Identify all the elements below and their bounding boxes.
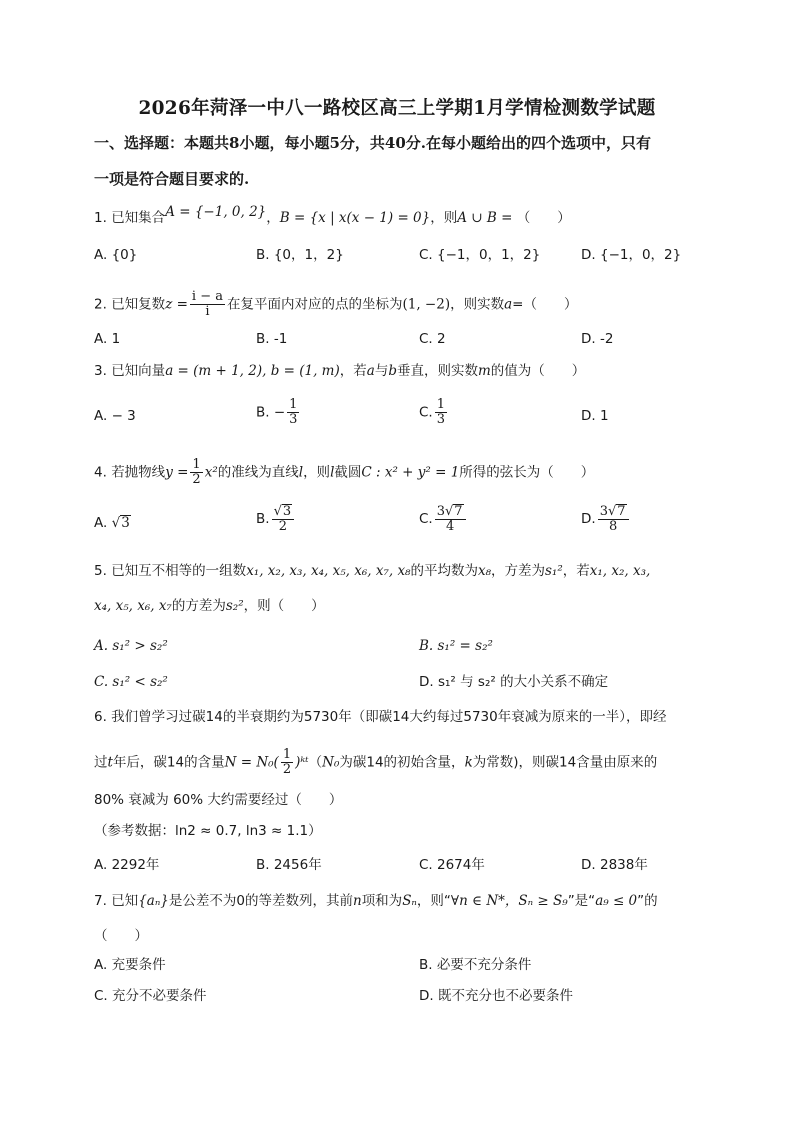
q5-option-c[interactable]: C. s₁² < s₂² [94,674,168,690]
q7-option-d[interactable]: D. 既不充分也不必要条件 [419,988,573,1004]
q3-option-c[interactable]: C. $\frac{1}{3}$ [419,397,445,427]
section-heading-line1: 一、选择题：本题共8小题，每小题5分，共40分.在每小题给出的四个选项中，只有 [94,134,651,152]
q4-option-a[interactable]: A. √3 [94,515,130,531]
q1-set-a: A = {−1, 0, 2} [165,204,267,220]
q1-union: A ∪ B = [457,210,513,226]
q6-option-d[interactable]: D. 2838年 [581,857,648,873]
question-5-line2: x₄, x₅, x₆, x₇的方差为s₂²，则（ ） [94,598,325,614]
q1-option-c[interactable]: C. {−1，0，1，2} [419,247,541,263]
q7-option-b[interactable]: B. 必要不充分条件 [419,957,532,973]
q1-option-a[interactable]: A. {0} [94,247,138,263]
section-heading-line2: 一项是符合题目要求的. [94,170,250,188]
q5-option-a[interactable]: A. s₁² > s₂² [94,638,168,654]
question-7: 7. 已知{aₙ}是公差不为0的等差数列，其前n项和为Sₙ，则“∀n ∈ N*，Sₙ ≥ S₉”是“a₉ ≤ 0”的 [94,893,658,909]
question-6-line1: 6. 我们曾学习过碳14的半衰期约为5730年（即碳14大约每过5730年衰减为原来的一半），即经 [94,709,667,725]
question-7-blank: （ ） [94,928,148,944]
q7-option-a[interactable]: A. 充要条件 [94,957,166,973]
q2-option-a[interactable]: A. 1 [94,331,121,347]
q3-number: 3. [94,363,107,379]
q5-option-d[interactable]: D. s₁² 与 s₂² 的大小关系不确定 [419,674,609,690]
exam-title: 2026年菏泽一中八一路校区高三上学期1月学情检测数学试题 [138,98,656,119]
q6-option-c[interactable]: C. 2674年 [419,857,485,873]
q2-option-c[interactable]: C. 2 [419,331,446,347]
q4-option-d[interactable]: D. $\frac{3√7}{8}$ [581,504,631,534]
q6-option-b[interactable]: B. 2456年 [256,857,322,873]
question-5-line1: 5. 已知互不相等的一组数x₁, x₂, x₃, x₄, x₅, x₆, x₇, x₈的平均数为x₈，方差为s₁²，若x₁, x₂, x₃, [94,563,651,579]
q5-number: 5. [94,563,107,579]
q2-option-d[interactable]: D. -2 [581,331,614,347]
question-6-line2: 过t年后，碳14的含量N = N₀( $\frac{1}{2}$ )ᵏᵗ（N₀为碳14的初始含量，k为常数)，则碳14含量由原来的 [94,747,658,777]
q3-option-b[interactable]: B. − $\frac{1}{3}$ [256,397,298,427]
question-2: 2. 已知复数z = $\frac{i - a}{i}$ 在复平面内对应的点的坐标为(1, −2)，则实数a=（ ） [94,289,578,319]
q2-number: 2. [94,296,107,313]
q7-option-c[interactable]: C. 充分不必要条件 [94,988,207,1004]
q1-option-d[interactable]: D. {−1，0，2} [581,247,682,263]
q1-set-b: B = {x | x(x − 1) = 0} [279,210,431,226]
q2-fraction: $\frac{i - a}{i}$ [191,289,223,319]
q5-option-b[interactable]: B. s₁² = s₂² [419,638,493,654]
q3-vectors: a = (m + 1, 2), b = (1, m) [165,363,340,379]
q1-option-b[interactable]: B. {0，1，2} [256,247,344,263]
q2-point: (1, −2) [402,296,451,313]
q6-option-a[interactable]: A. 2292年 [94,857,160,873]
q4-fraction: $\frac{1}{2}$ [192,457,201,487]
q3-option-d[interactable]: D. 1 [581,408,609,424]
question-6-line3: 80% 衰减为 60% 大约需要经过（ ） [94,792,343,808]
q2-option-b[interactable]: B. -1 [256,331,288,347]
q4-option-b[interactable]: B. $\frac{√3}{2}$ [256,504,296,534]
q3-option-a[interactable]: A. − 3 [94,408,136,424]
q1-number: 1. [94,210,107,226]
q4-number: 4. [94,464,107,481]
q7-number: 7. [94,893,107,909]
question-4: 4. 若抛物线y = $\frac{1}{2}$ x²的准线为直线l，则l截圆C : x² + y² = 1所得的弦长为（ ） [94,457,595,487]
q4-option-c[interactable]: C. $\frac{3√7}{4}$ [419,504,468,534]
question-6-reference: （参考数据：ln2 ≈ 0.7, ln3 ≈ 1.1） [94,823,322,839]
question-3: 3. 已知向量a = (m + 1, 2), b = (1, m)，若a与b垂直，则实数m的值为（ ） [94,363,586,379]
q4-circle: C : x² + y² = 1 [361,464,460,481]
question-1: 1. 已知集合A = {−1, 0, 2}，B = {x | x(x − 1) = 0}，则A ∪ B = （ ） [94,204,571,226]
